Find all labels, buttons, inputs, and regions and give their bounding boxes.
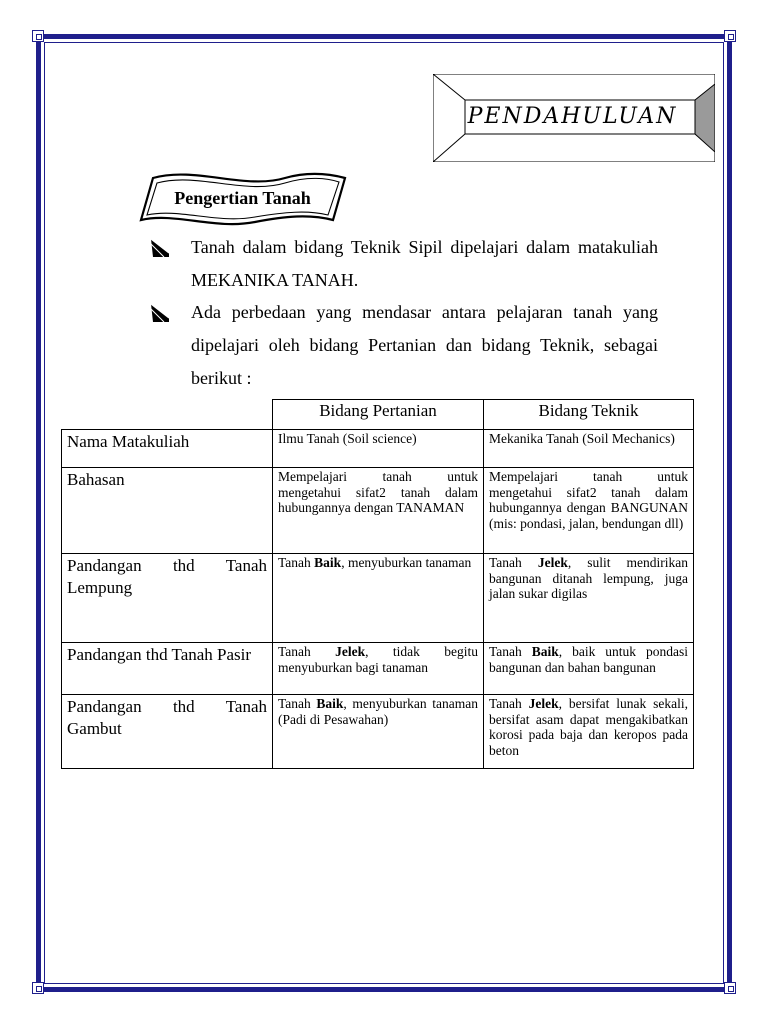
cell-pertanian: Tanah Jelek, tidak begitu menyuburkan bagi tanaman [273,643,484,695]
table-header-pertanian: Bidang Pertanian [273,400,484,430]
diagonal-arrow-icon [150,238,170,258]
border-corner-bottom-left [32,982,44,994]
border-corner-top-left [32,30,44,42]
row-label: Pandangan thd Tanah Pasir [62,643,273,695]
row-label: Nama Matakuliah [62,430,273,468]
table-header-empty [62,400,273,430]
page-title: PENDAHULUAN [467,104,678,129]
cell-pertanian: Ilmu Tanah (Soil science) [273,430,484,468]
cell-pertanian: Tanah Baik, menyuburkan tanaman [273,554,484,643]
section-heading: Pengertian Tanah [174,188,311,208]
table-row [62,554,694,643]
cell-teknik: Mekanika Tanah (Soil Mechanics) [484,430,694,468]
cell-pertanian: Mempelajari tanah untuk mengetahui sifat2 tanah dalam hubungannya dengan TANAMAN [273,468,484,554]
table-header-row [62,400,694,430]
table-row [62,468,694,554]
table-row [62,695,694,769]
border-corner-bottom-right [724,982,736,994]
cell-teknik: Mempelajari tanah untuk mengetahui sifat2 tanah dalam hubungannya dengan BANGUNAN (mis: pondasi, jalan, bendungan dll) [484,468,694,554]
cell-teknik: Tanah Jelek, bersifat lunak sekali, bersifat asam dapat mengakibatkan korosi pada baja dan keropos pada beton [484,695,694,769]
comparison-table [61,399,694,769]
row-label: Pandangan thd Tanah Gambut [62,695,273,769]
cell-teknik: Tanah Jelek, sulit mendirikan bangunan ditanah lempung, juga jalan sukar digilas [484,554,694,643]
diagonal-arrow-icon [150,303,170,323]
row-label: Bahasan [62,468,273,554]
table-row [62,430,694,468]
cell-pertanian: Tanah Baik, menyuburkan tanaman (Padi di Pesawahan) [273,695,484,769]
bullet-text: Tanah dalam bidang Teknik Sipil dipelajari dalam matakuliah MEKANIKA TANAH. [191,237,658,290]
table-header-teknik: Bidang Teknik [484,400,694,430]
cell-teknik: Tanah Baik, baik untuk pondasi bangunan dan bahan bangunan [484,643,694,695]
bullet-text: Ada perbedaan yang mendasar antara pelajaran tanah yang dipelajari oleh bidang Pertanian dan bidang Teknik, sebagai berikut : [191,302,658,388]
row-label: Pandangan thd Tanah Lempung [62,554,273,643]
border-corner-top-right [724,30,736,42]
table-row [62,643,694,695]
